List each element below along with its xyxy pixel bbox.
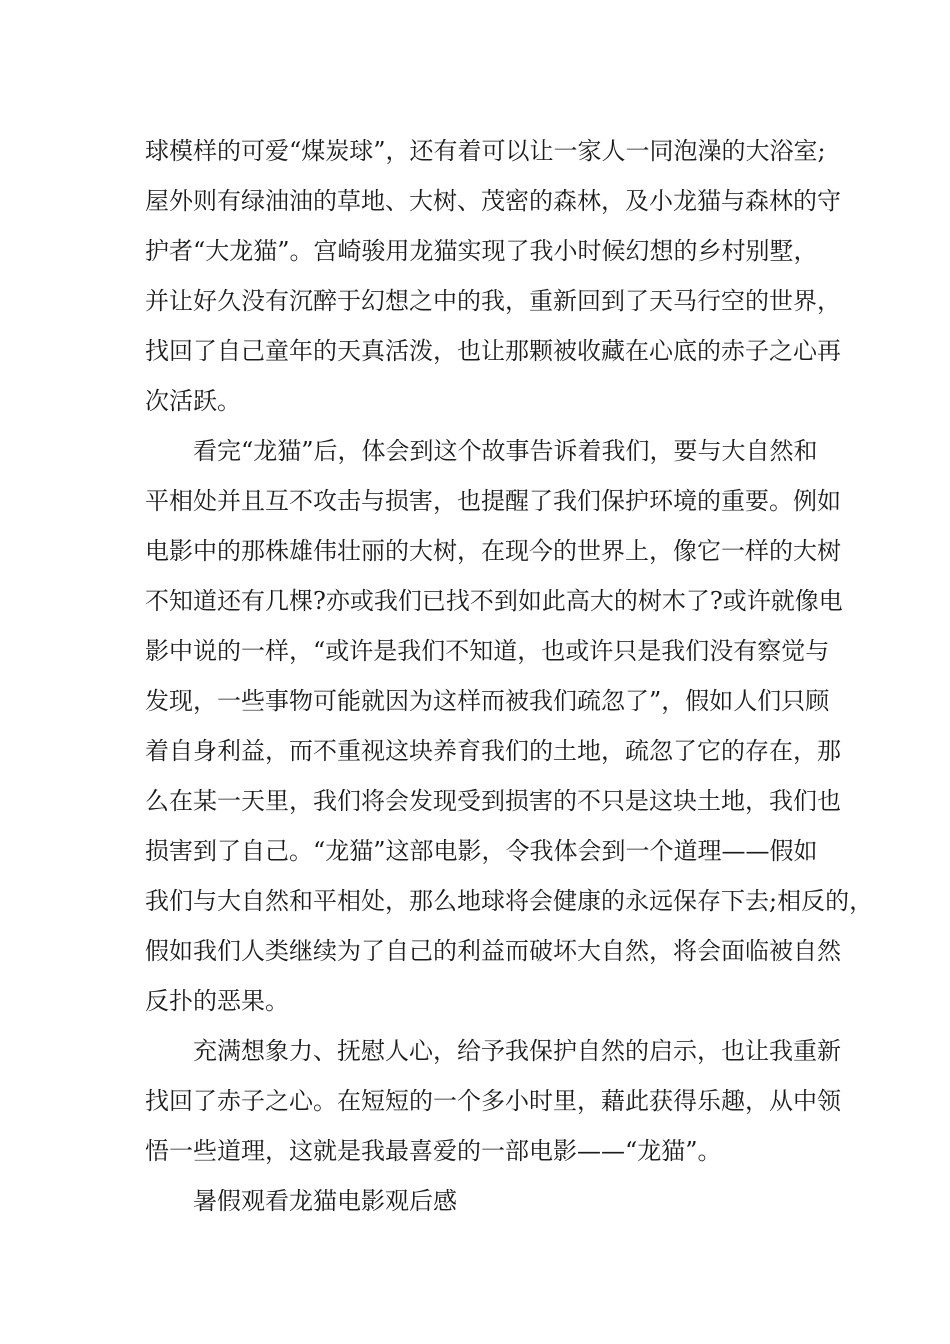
text-line: 反扑的恶果。 [145,987,289,1015]
text-line: 么在某一天里，我们将会发现受到损害的不只是这块土地，我们也 [145,787,841,815]
text-line: 着自身利益，而不重视这块养育我们的土地，疏忽了它的存在，那 [145,737,841,765]
text-line: 电影中的那株雄伟壮丽的大树，在现今的世界上，像它一样的大树 [145,537,841,565]
text-line: 次活跃。 [145,387,241,415]
paragraph-first-line: 看完“龙猫”后，体会到这个故事告诉着我们，要与大自然和 [193,437,818,465]
paragraph-first-line: 充满想象力、抚慰人心，给予我保护自然的启示，也让我重新 [193,1037,841,1065]
article-body [145,126,874,1226]
section-title: 暑假观看龙猫电影观后感 [193,1187,457,1215]
text-line: 影中说的一样，“或许是我们不知道，也或许只是我们没有察觉与 [145,637,830,665]
text-line: 损害到了自己。“龙猫”这部电影，令我体会到一个道理——假如 [145,837,818,865]
text-line: 屋外则有绿油油的草地、大树、茂密的森林，及小龙猫与森林的守 [145,187,841,215]
text-line: 悟一些道理，这就是我最喜爱的一部电影——“龙猫”。 [145,1137,722,1165]
text-line: 我们与大自然和平相处，那么地球将会健康的永远保存下去;相反的， [145,887,874,915]
text-line: 找回了自己童年的天真活泼，也让那颗被收藏在心底的赤子之心再 [145,337,841,365]
text-line: 不知道还有几棵?亦或我们已找不到如此高大的树木了?或许就像电 [145,587,843,615]
text-line: 假如我们人类继续为了自己的利益而破坏大自然，将会面临被自然 [145,937,841,965]
text-line: 平相处并且互不攻击与损害，也提醒了我们保护环境的重要。例如 [145,487,841,515]
text-line: 找回了赤子之心。在短短的一个多小时里，藉此获得乐趣，从中领 [145,1087,841,1115]
text-line: 护者“大龙猫”。宫崎骏用龙猫实现了我小时候幻想的乡村别墅， [145,237,818,265]
text-line: 发现，一些事物可能就因为这样而被我们疏忽了”，假如人们只顾 [145,687,830,715]
text-line: 球模样的可爱“煤炭球”，还有着可以让一家人一同泡澡的大浴室; [145,137,826,165]
text-line: 并让好久没有沉醉于幻想之中的我，重新回到了天马行空的世界， [145,287,841,315]
